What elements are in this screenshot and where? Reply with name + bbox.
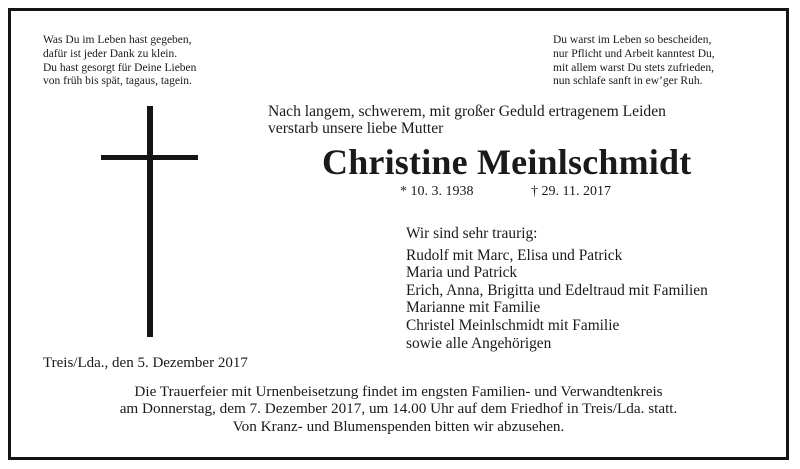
mourner-entry: Marianne mit Familie — [406, 299, 541, 317]
cross-vertical-bar — [147, 106, 153, 337]
poem-left-line: dafür ist jeder Dank zu klein. — [43, 47, 178, 60]
mourners-heading: Wir sind sehr traurig: — [406, 225, 538, 242]
death-date: † 29. 11. 2017 — [531, 184, 611, 199]
mourner-entry: Christel Meinlschmidt mit Familie — [406, 316, 620, 334]
place-and-date: Treis/Lda., den 5. Dezember 2017 — [43, 355, 248, 371]
poem-right-line: Du warst im Leben so bescheiden, — [553, 34, 712, 46]
mourner-entry: sowie alle Angehörigen — [406, 334, 552, 352]
mourners-list — [406, 225, 708, 352]
poem-right-line: mit allem warst Du stets zufrieden, — [553, 61, 714, 74]
poem-left-line: Was Du im Leben hast gegeben, — [43, 34, 192, 46]
mourner-entry: Rudolf mit Marc, Elisa und Patrick — [406, 246, 623, 264]
poem-right-line: nur Pflicht und Arbeit kanntest Du, — [553, 47, 715, 60]
poem-left-line: Du hast gesorgt für Deine Lieben — [43, 61, 197, 74]
birth-date: * 10. 3. 1938 — [400, 184, 474, 199]
funeral-line: Die Trauerfeier mit Urnenbeisetzung findet im engsten Familien- und Verwandtenkreis — [134, 383, 663, 400]
poem-left — [43, 34, 196, 89]
funeral-info — [8, 383, 789, 435]
cross-horizontal-bar — [101, 155, 198, 160]
mourner-entry: Erich, Anna, Brigitta und Edeltraud mit Familien — [406, 281, 708, 299]
poem-right — [553, 34, 715, 89]
deceased-name: Christine Meinlschmidt — [322, 142, 692, 182]
mourner-entry: Maria und Patrick — [406, 264, 518, 282]
funeral-line: am Donnerstag, dem 7. Dezember 2017, um 14.00 Uhr auf dem Friedhof in Treis/Lda. statt. — [119, 400, 678, 418]
poem-right-line: nun schlafe sanft in ew’ger Ruh. — [553, 75, 703, 88]
poem-left-line: von früh bis spät, tagaus, tagein. — [43, 75, 192, 88]
death-announcement-intro — [268, 103, 758, 137]
intro-line: verstarb unsere liebe Mutter — [268, 120, 444, 137]
intro-line: Nach langem, schwerem, mit großer Geduld ertragenem Leiden — [268, 103, 666, 120]
funeral-line: Von Kranz- und Blumenspenden bitten wir abzusehen. — [232, 417, 565, 435]
